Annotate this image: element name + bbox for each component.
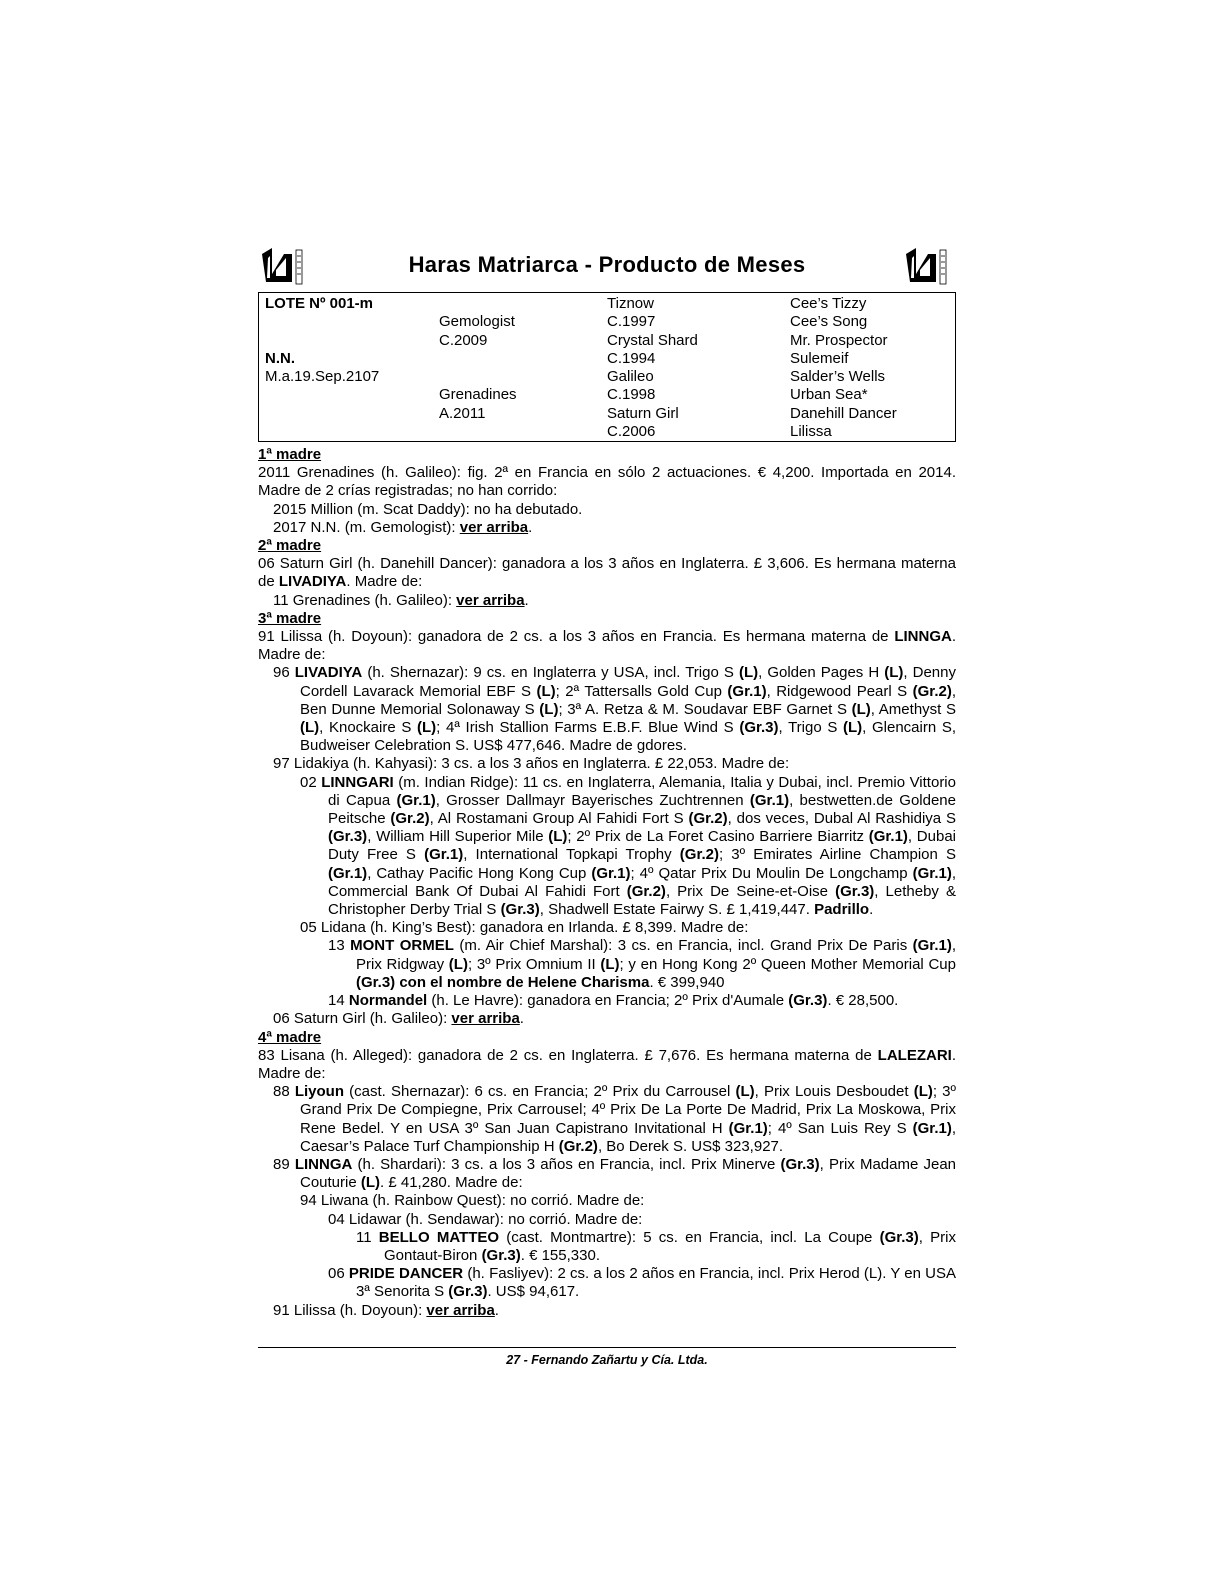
ver-arriba-link: ver arriba <box>426 1301 495 1319</box>
list-item: 97 Lidakiya (h. Kahyasi): 3 cs. a los 3 años en Inglaterra. £ 22,053. Madre de: <box>273 755 790 773</box>
list-item: 13 MONT ORMEL (m. Air Chief Marshal): 3 cs. en Francia, incl. Grand Prix De Paris (Gr.1), Prix Ridgway (L); 3º Prix Omnium II (L); y en Hong Kong 2º Queen Mother Memorial Cup (Gr.3) con el nombre de Helene Charisma. € 399,940 <box>328 937 956 991</box>
section-heading: 2ª madre <box>258 537 322 555</box>
sire: Gemologist <box>439 313 515 331</box>
list-item: 94 Liwana (h. Rainbow Quest): no corrió. Madre de: <box>300 1192 645 1210</box>
pedigree-col-great-grandparents: Cee’s Tizzy Cee’s Song Mr. Prospector Sulemeif Salder’s Wells Urban Sea* Danehill Dancer Lilissa <box>790 295 897 441</box>
list-item: 02 LINNGARI (m. Indian Ridge): 11 cs. en Inglaterra, Alemania, Italia y Dubai, incl. Premio Vittorio di Capua (Gr.1), Grosser Dallmayr Bayerisches Zuchtrennen (Gr.1), bestwetten.de Goldene Peitsche (Gr.2), Al Rostamani Group Al Fahidi Fort S (Gr.2), dos veces, Dubal Al Rashidiya S (Gr.3), William Hill Superior Mile (L); 2º Prix de La Foret Casino Barriere Biarritz (Gr.1), Dubai Duty Free S (Gr.1), International Topkapi Trophy (Gr.2); 3º Emirates Airline Champion S (Gr.1), Cathay Pacific Hong Kong Cup (Gr.1); 4º Qatar Prix Du Moulin De Longchamp (Gr.1), Commercial Bank Of Dubai Al Fahidi Fort (Gr.2), Prix De Seine-et-Oise (Gr.3), Letheby & Christopher Derby Trial S (Gr.3), Shadwell Estate Fairwy S. £ 1,419,447. Padrillo. <box>300 773 956 919</box>
ver-arriba-link: ver arriba <box>459 518 529 536</box>
list-item: 11 BELLO MATTEO (cast. Montmartre): 5 cs. en Francia, incl. La Coupe (Gr.3), Prix Gontaut-Biron (Gr.3). € 155,330. <box>356 1228 956 1264</box>
list-item: 06 Saturn Girl (h. Galileo): ver arriba. <box>273 1010 524 1028</box>
ver-arriba-link: ver arriba <box>456 591 525 609</box>
list-item: 2015 Million (m. Scat Daddy): no ha debutado. <box>273 500 583 518</box>
catalog-page <box>258 240 956 1320</box>
list-item: 06 PRIDE DANCER (h. Fasliyev): 2 cs. a los 2 años en Francia, incl. Prix Herod (L). Y en USA 3ª Senorita S (Gr.3). US$ 94,617. <box>328 1265 956 1301</box>
list-item: 04 Lidawar (h. Sendawar): no corrió. Madre de: <box>328 1210 643 1228</box>
paragraph: 06 Saturn Girl (h. Danehill Dancer): ganadora a los 3 años en Inglaterra. £ 3,606. Es hermana materna de LIVADIYA. Madre de: <box>258 555 956 591</box>
list-item: 14 Normandel (h. Le Havre): ganadora en Francia; 2º Prix d'Aumale (Gr.3). € 28,500. <box>328 992 899 1010</box>
list-item: 91 Lilissa (h. Doyoun): ver arriba. <box>273 1301 499 1319</box>
horse-name: N.N. <box>265 349 295 367</box>
list-item: 05 Lidana (h. King’s Best): ganadora en Irlanda. £ 8,399. Madre de: <box>300 919 749 937</box>
haras-logo-icon <box>902 244 952 286</box>
family-text <box>258 446 956 1320</box>
list-item: 88 Liyoun (cast. Shernazar): 6 cs. en Francia; 2º Prix du Carrousel (L), Prix Louis Desboudet (L); 3º Grand Prix De Compiegne, Prix Carrousel; 4º Prix De La Porte De Madrid, Prix La Moskowa, Prix Rene Bedel. Y en USA 3º San Juan Capistrano Invitational H (Gr.1); 4º San Luis Rey S (Gr.1), Caesar’s Palace Turf Championship H (Gr.2), Bo Derek S. US$ 323,927. <box>273 1083 957 1155</box>
list-item: 89 LINNGA (h. Shardari): 3 cs. a los 3 años en Francia, incl. Prix Minerve (Gr.3), Prix Madame Jean Couturie (L). £ 41,280. Madre de: <box>273 1155 956 1192</box>
list-item: 2017 N.N. (m. Gemologist): ver arriba. <box>273 518 533 536</box>
list-item: 11 Grenadines (h. Galileo): ver arriba. <box>273 591 529 609</box>
dam: Grenadines <box>439 386 517 404</box>
ver-arriba-link: ver arriba <box>451 1010 520 1028</box>
paragraph: 83 Lisana (h. Alleged): ganadora de 2 cs. en Inglaterra. £ 7,676. Es hermana materna de LALEZARI. Madre de: <box>258 1046 956 1082</box>
header <box>258 240 956 292</box>
paragraph: 91 Lilissa (h. Doyoun): ganadora de 2 cs. a los 3 años en Francia. Es hermana materna de LINNGA. Madre de: <box>258 628 956 664</box>
page-title: Haras Matriarca - Producto de Meses <box>408 252 806 277</box>
pedigree-box <box>258 292 956 442</box>
lot-number: LOTE Nº 001-m <box>265 295 374 312</box>
list-item: 96 LIVADIYA (h. Shernazar): 9 cs. en Inglaterra y USA, incl. Trigo S (L), Golden Pages H (L), Denny Cordell Lavarack Memorial EBF S (L); 2ª Tattersalls Gold Cup (Gr.1), Ridgewood Pearl S (Gr.2), Ben Dunne Memorial Solonaway S (L); 3ª A. Retza & M. Soudavar EBF Garnet S (L), Amethyst S (L), Knockaire S (L); 4ª Irish Stallion Farms E.B.F. Blue Wind S (Gr.3), Trigo S (L), Glencairn S, Budweiser Celebration S. US$ 477,646. Madre de gdores. <box>273 664 956 755</box>
section-heading: 3ª madre <box>258 609 322 627</box>
pedigree-col-lot <box>265 295 379 441</box>
pedigree-col-grandparents: Tiznow C.1997 Crystal Shard C.1994 Galileo C.1998 Saturn Girl C.2006 <box>607 295 698 441</box>
page-footer: 27 - Fernando Zañartu y Cía. Ltda. <box>258 1347 956 1367</box>
section-heading: 1ª madre <box>258 446 322 463</box>
paragraph: 2011 Grenadines (h. Galileo): fig. 2ª en Francia en sólo 2 actuaciones. € 4,200. Importada en 2014. Madre de 2 crías registradas; no han corrido: <box>258 464 956 500</box>
horse-birth: M.a.19.Sep.2107 <box>265 368 380 386</box>
pedigree-col-parents: Gemologist C.2009 Grenadines A.2011 <box>439 313 517 422</box>
section-heading: 4ª madre <box>258 1028 322 1046</box>
